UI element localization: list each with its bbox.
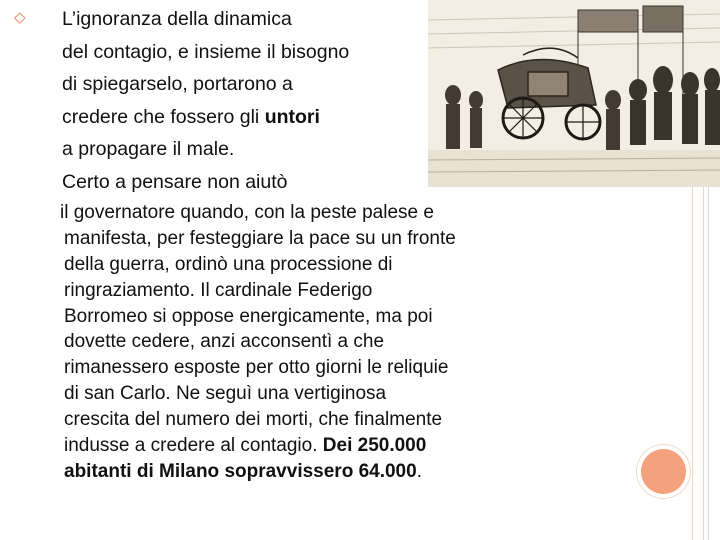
text-line: a propagare il male. bbox=[62, 138, 235, 160]
text-line: di san Carlo. Ne seguì una vertiginosa bbox=[64, 383, 387, 405]
procession-engraving-image bbox=[428, 0, 720, 187]
text-line: Certo a pensare non aiutò bbox=[62, 170, 288, 193]
text-line: del contagio, e insieme il bisogno bbox=[62, 40, 350, 63]
text-span: . bbox=[416, 460, 422, 482]
paragraph-2 bbox=[60, 200, 456, 485]
bold-text: Dei 250.000 bbox=[322, 435, 427, 457]
bold-text: abitanti di Milano sopravvissero 64.000 bbox=[64, 460, 417, 482]
paragraph-1 bbox=[62, 3, 349, 198]
text-line: il governatore quando, con la peste palese e bbox=[60, 202, 434, 223]
text-line: della guerra, ordinò una processione di bbox=[64, 253, 393, 275]
hollow-diamond-bullet-icon: ◇ bbox=[14, 9, 26, 26]
text-line bbox=[60, 459, 456, 485]
text-line: rimanessero esposte per otto giorni le reliquie bbox=[64, 357, 449, 379]
bold-text: untori bbox=[264, 105, 320, 128]
text-line: di spiegarselo, portarono a bbox=[62, 73, 293, 95]
text-line: manifesta, per festeggiare la pace su un fronte bbox=[64, 227, 456, 249]
text-line: Borromeo si oppose energicamente, ma poi bbox=[64, 305, 433, 327]
text-line bbox=[62, 101, 349, 134]
text-line: crescita del numero dei morti, che finalmente bbox=[64, 409, 443, 431]
text-line bbox=[60, 433, 456, 459]
text-line: dovette cedere, anzi acconsentì a che bbox=[64, 331, 385, 353]
orange-circle-decoration bbox=[641, 449, 686, 494]
text-span: credere che fossero gli bbox=[62, 105, 265, 128]
text-line: ringraziamento. Il cardinale Federigo bbox=[64, 279, 373, 301]
text-line: L’ignoranza della dinamica bbox=[62, 8, 292, 30]
text-span: indusse a credere al contagio. bbox=[64, 435, 323, 457]
